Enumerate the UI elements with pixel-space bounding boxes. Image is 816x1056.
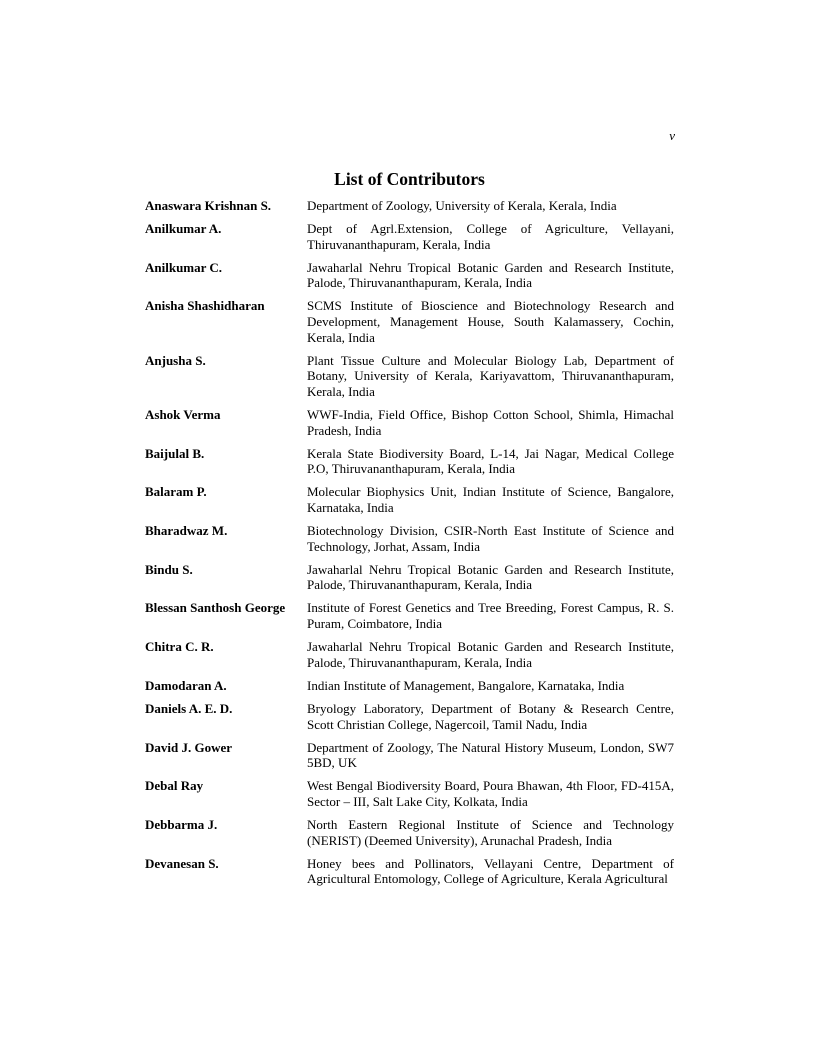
contributor-name: Anisha Shashidharan: [145, 298, 265, 314]
contributor-affiliation: West Bengal Biodiversity Board, Poura Bhawan, 4th Floor, FD-415A, Sector – III, Salt Lake City, Kolkata, India: [307, 778, 674, 809]
contributor-name: Daniels A. E. D.: [145, 700, 233, 716]
contributor-affiliation: Department of Zoology, The Natural History Museum, London, SW7 5BD, UK: [307, 739, 674, 771]
contributor-name: Bharadwaz M.: [145, 523, 228, 539]
contributor-row: [145, 678, 674, 694]
contributor-affiliation: Honey bees and Pollinators, Vellayani Centre, Department of Agricultural Entomology, College of Agriculture, Kerala Agricultural: [307, 855, 674, 887]
contributor-affiliation: Plant Tissue Culture and Molecular Biology Lab, Department of Botany, University of Kerala, Kariyavattom, Thiruvananthapuram, Kerala, India: [307, 352, 674, 399]
contributor-name: Devanesan S.: [145, 855, 219, 871]
contributor-name: Anilkumar C.: [145, 259, 223, 275]
contributor-affiliation: Indian Institute of Management, Bangalore, Karnataka, India: [307, 677, 625, 693]
contributor-name: Debal Ray: [145, 778, 204, 794]
contributor-name: Blessan Santhosh George: [145, 600, 286, 616]
contributor-affiliation: Institute of Forest Genetics and Tree Breeding, Forest Campus, R. S. Puram, Coimbatore, India: [307, 600, 674, 632]
contributor-affiliation: Biotechnology Division, CSIR-North East Institute of Science and Technology, Jorhat, Assam, India: [307, 523, 674, 554]
contributor-row: [145, 260, 674, 291]
contributor-row: [145, 639, 674, 670]
contributor-name: Anaswara Krishnan S.: [145, 198, 272, 213]
contributor-name: Balaram P.: [145, 484, 207, 500]
contributor-row: [145, 701, 674, 732]
contributor-affiliation: Bryology Laboratory, Department of Botany & Research Centre, Scott Christian College, Nagercoil, Tamil Nadu, India: [307, 700, 674, 732]
contributor-row: [145, 817, 674, 848]
contributors-list: [145, 198, 674, 894]
contributor-affiliation: Kerala State Biodiversity Board, L-14, Jai Nagar, Medical College P.O, Thiruvananthapuram, Kerala, India: [307, 445, 674, 477]
contributor-affiliation: SCMS Institute of Bioscience and Biotechnology Research and Development, Management House, South Kalamassery, Cochin, Kerala, India: [307, 298, 674, 345]
contributor-affiliation: Jawaharlal Nehru Tropical Botanic Garden and Research Institute, Palode, Thiruvananthapuram, Kerala, India: [307, 561, 674, 593]
contributor-name: Debbarma J.: [145, 817, 218, 832]
contributor-affiliation: WWF-India, Field Office, Bishop Cotton School, Shimla, Himachal Pradesh, India: [307, 407, 674, 438]
contributor-affiliation: Department of Zoology, University of Kerala, Kerala, India: [307, 198, 617, 213]
contributor-name: Anilkumar A.: [145, 221, 222, 237]
contributor-name: Damodaran A.: [145, 677, 227, 693]
contributor-row: [145, 562, 674, 593]
contributor-name: Ashok Verma: [145, 407, 221, 423]
contributor-row: [145, 740, 674, 771]
contributor-row: [145, 446, 674, 477]
contributor-affiliation: Molecular Biophysics Unit, Indian Institute of Science, Bangalore, Karnataka, India: [307, 484, 674, 515]
contributor-row: [145, 600, 674, 631]
contributor-affiliation: Jawaharlal Nehru Tropical Botanic Garden and Research Institute, Palode, Thiruvananthapuram, Kerala, India: [307, 639, 674, 670]
contributor-row: [145, 778, 674, 809]
contributor-row: [145, 856, 674, 887]
page-number: v: [669, 128, 675, 143]
contributor-row: [145, 407, 674, 438]
contributor-name: Baijulal B.: [145, 445, 205, 461]
contributor-affiliation: North Eastern Regional Institute of Science and Technology (NERIST) (Deemed University), Arunachal Pradesh, India: [307, 817, 674, 848]
page-title: List of Contributors: [334, 168, 485, 189]
contributor-row: [145, 198, 674, 214]
contributor-row: [145, 523, 674, 554]
contributor-name: Anjusha S.: [145, 352, 206, 368]
contributor-row: [145, 353, 674, 400]
contributor-name: Bindu S.: [145, 561, 193, 577]
contributor-row: [145, 484, 674, 515]
contributor-row: [145, 298, 674, 345]
contributor-affiliation: Jawaharlal Nehru Tropical Botanic Garden and Research Institute, Palode, Thiruvananthapuram, Kerala, India: [307, 259, 674, 291]
contributor-name: David J. Gower: [145, 739, 233, 755]
contributor-affiliation: Dept of Agrl.Extension, College of Agriculture, Vellayani, Thiruvananthapuram, Kerala, India: [307, 221, 674, 252]
contributor-row: [145, 221, 674, 252]
contributor-name: Chitra C. R.: [145, 639, 214, 655]
